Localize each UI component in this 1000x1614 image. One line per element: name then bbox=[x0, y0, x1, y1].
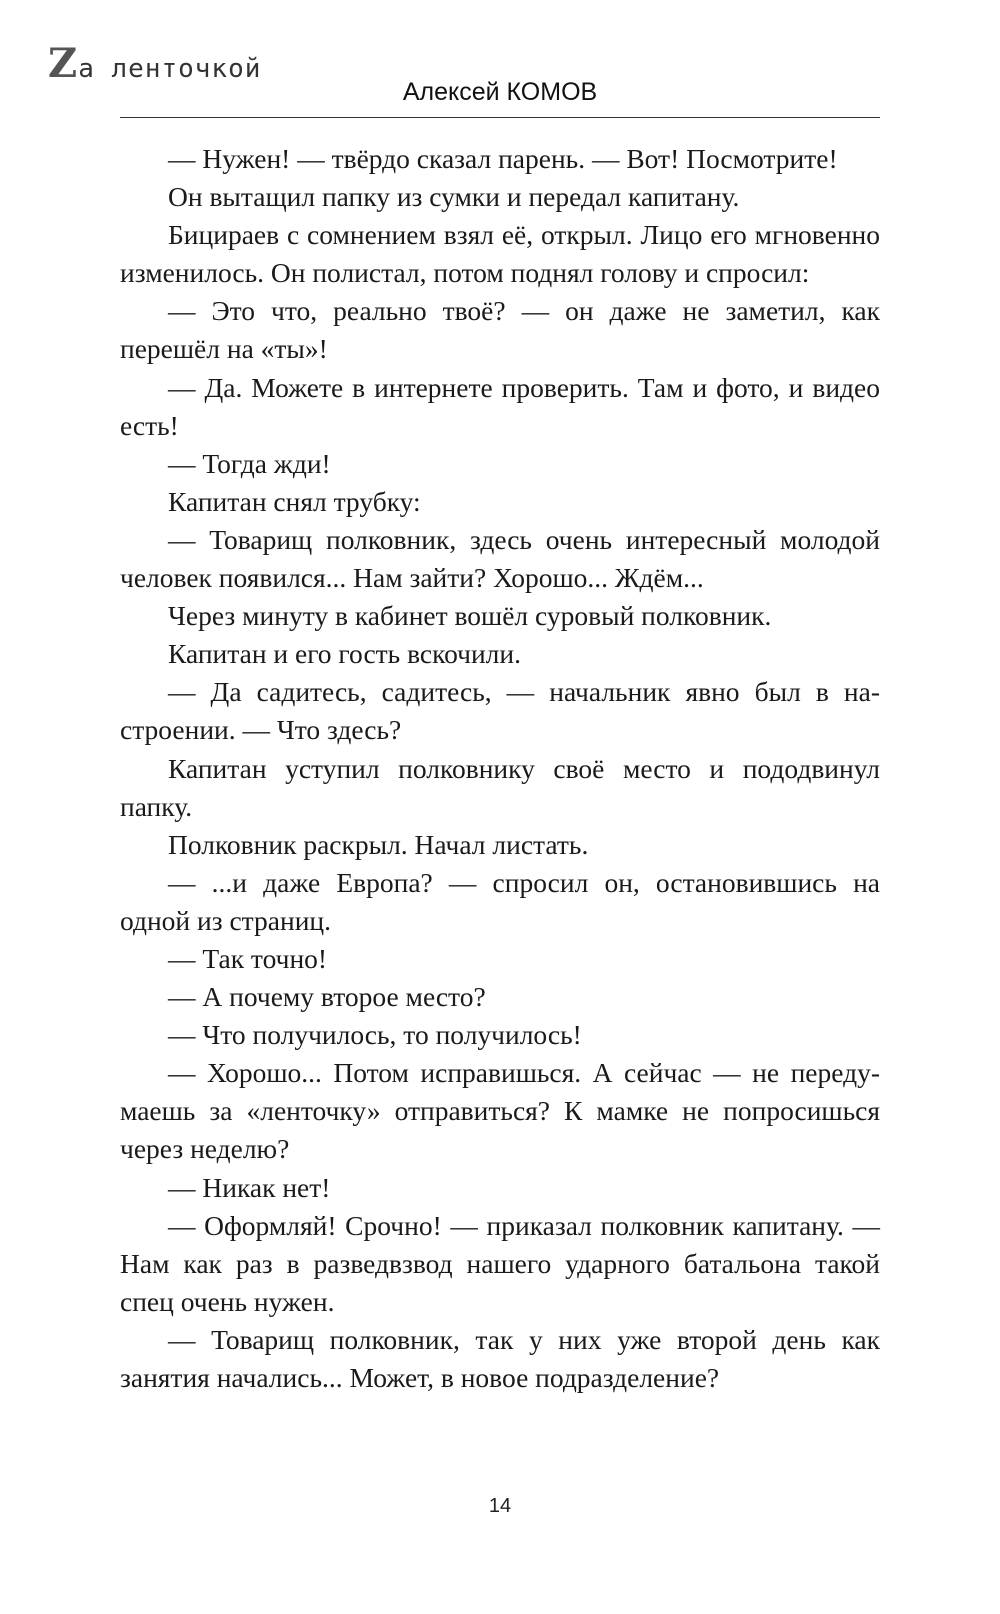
paragraph: — Это что, реально твоё? — он даже не заметил, как перешёл на «ты»! bbox=[120, 295, 880, 365]
paragraph: — Товарищ полковник, здесь очень интересный молодой человек появился... Нам зайти? Хорошо... Ждём... bbox=[120, 523, 880, 594]
paragraph: — Что получилось, то получилось! bbox=[168, 1019, 582, 1051]
paragraph: — Хорошо... Потом исправишься. А сейчас — не передумаешь за «ленточку» отправиться? К мамке не попросишься через неделю? bbox=[120, 1057, 880, 1165]
paragraph: — Нужен! — твёрдо сказал парень. — Вот! Посмотрите! bbox=[168, 143, 838, 174]
paragraph: Капитан снял трубку: bbox=[168, 485, 421, 517]
author-name: Алексей КОМОВ bbox=[402, 78, 598, 106]
paragraph: Он вытащил папку из сумки и передал капитану. bbox=[168, 181, 740, 213]
paragraph: — Да. Можете в интернете проверить. Там и фото, и видео есть! bbox=[120, 371, 880, 441]
series-title-rest: а ленточкой bbox=[78, 54, 262, 84]
page-number: 14 bbox=[488, 1495, 512, 1517]
paragraph: — Тогда жди! bbox=[168, 447, 331, 479]
paragraph: — Так точно! bbox=[168, 942, 328, 974]
paragraph: — А почему второе место? bbox=[168, 981, 486, 1013]
paragraph: Капитан и его гость вскочили. bbox=[168, 638, 521, 670]
paragraph: Через минуту в кабинет вошёл суровый полковник. bbox=[168, 600, 772, 632]
paragraph: — Да садитесь, садитесь, — начальник явно был в настроении. — Что здесь? bbox=[120, 676, 880, 746]
paragraph: Бициpаев с сомнением взял её, открыл. Лицо его мгновенно изменилось. Он полистал, потом поднял голову и спросил: bbox=[120, 219, 880, 289]
paragraph: — Никак нет! bbox=[168, 1171, 331, 1203]
header-divider bbox=[120, 117, 880, 118]
paragraph: Капитан уступил полковнику своё место и пододвинул папку. bbox=[120, 752, 880, 822]
paragraph: Полковник раскрыл. Начал листать. bbox=[168, 828, 589, 860]
paragraph: — Товарищ полковник, так у них уже второй день как занятия начались... Может, в новое подразделение? bbox=[120, 1323, 880, 1393]
series-title-z: Z bbox=[48, 40, 79, 87]
body-text bbox=[120, 140, 880, 1397]
paragraph: — Оформляй! Срочно! — приказал полковник капитану. — Нам как раз в разведвзвод нашего ударного батальона такой спец очень нужен. bbox=[120, 1209, 880, 1317]
paragraph: — ...и даже Европа? — спросил он, остановившись на одной из страниц. bbox=[120, 866, 880, 936]
